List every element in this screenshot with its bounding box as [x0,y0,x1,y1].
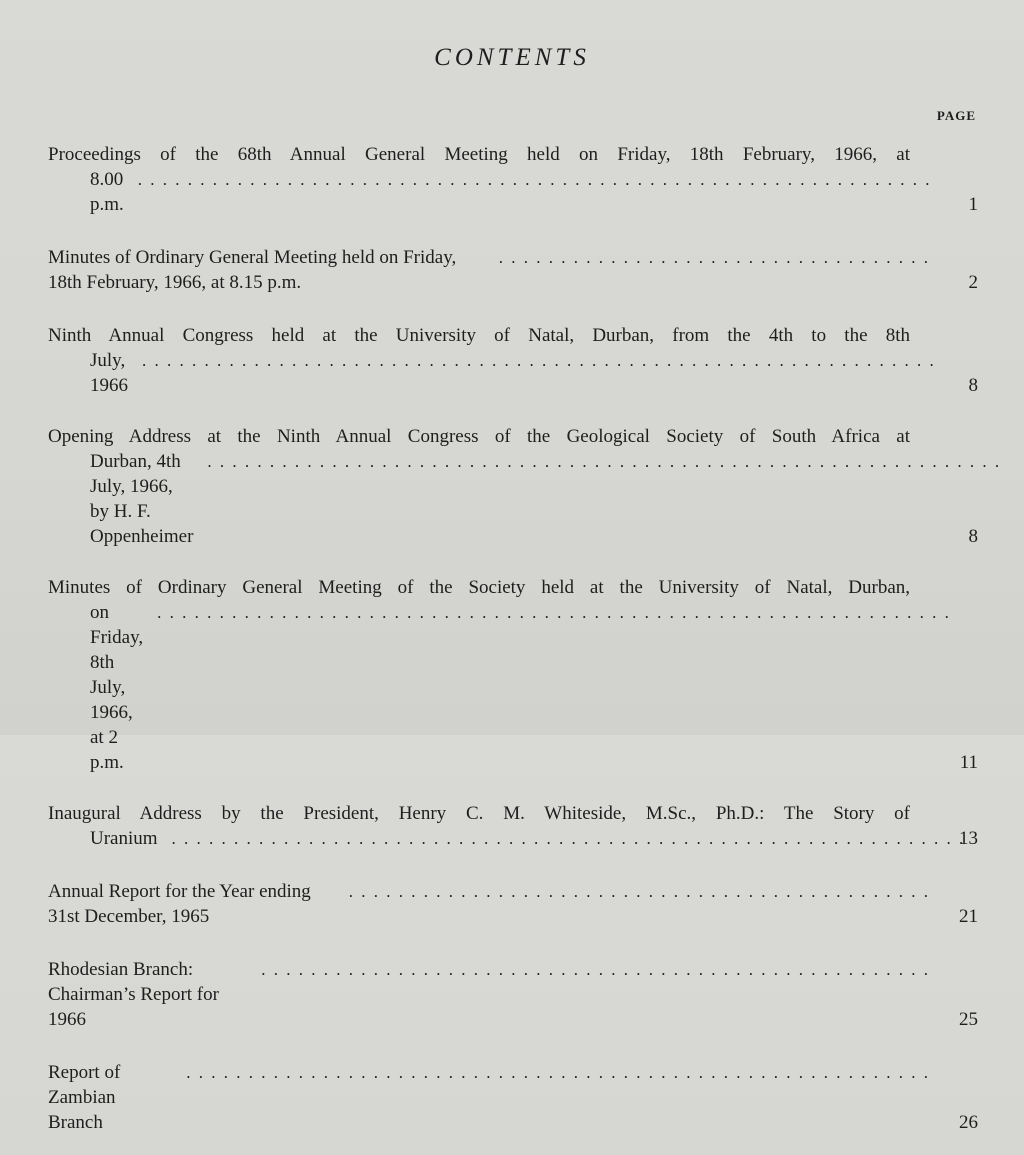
entry-title-line1: Proceedings of the 68th Annual General Meeting held on Friday, 18th February, 1966, at [48,144,910,165]
entry-page-number: 25 [959,1009,978,1030]
entry-title-line1: Opening Address at the Ninth Annual Congress of the Geological Society of South Africa at [48,426,910,447]
contents-entry [48,957,978,1032]
page-column-label: PAGE [936,108,976,123]
leader-dots: . . . . . . . . . . . . . . . . . . . . . . . . . . . . . . . . . . . . . . . . . . . . . . . . . . . . . . . . . . . . . . . . [171,829,966,848]
entry-title-line2: on Friday, 8th July, 1966, at 2 p.m. [90,602,144,773]
contents-entry [48,801,978,851]
entry-title: Rhodesian Branch: Chairman’s Report for 1966 [48,959,219,1030]
entry-page-number: 1 [968,194,978,215]
contents-entry [48,575,978,775]
leader-dots: . . . . . . . . . . . . . . . . . . . . . . . . . . . . . . . . . . . [498,248,930,267]
leader-dots: . . . . . . . . . . . . . . . . . . . . . . . . . . . . . . . . . . . . . . . . . . . . . . . . . . . . . . . . . . . . . . . . [142,351,936,370]
contents-entry [48,323,978,398]
entry-title-line1: Inaugural Address by the President, Henry C. M. Whiteside, M.Sc., Ph.D.: The Story of [48,803,910,824]
entry-title: Minutes of Ordinary General Meeting held on Friday, 18th February, 1966, at 8.15 p.m. [48,247,457,293]
leader-dots: . . . . . . . . . . . . . . . . . . . . . . . . . . . . . . . . . . . . . . . . . . . . . . . . . . . . . . [261,960,930,979]
page-title: CONTENTS [434,44,590,71]
entry-title-line2: Uranium [90,828,158,849]
contents-entry [48,424,1002,549]
leader-dots: . . . . . . . . . . . . . . . . . . . . . . . . . . . . . . . . . . . . . . . . . . . . . . . . . . . . . . . . . . . . [186,1063,930,1082]
entry-title-line2: 8.00 p.m. [90,169,124,215]
entry-page-number: 26 [959,1112,978,1133]
entry-title: Report of Zambian Branch [48,1062,121,1133]
entry-title-line1: Ninth Annual Congress held at the University of Natal, Durban, from the 4th to the 8th [48,325,910,346]
entry-title-line2: July, 1966 [90,350,128,396]
entry-title-line2: Durban, 4th July, 1966, by H. F. Oppenheimer [90,451,194,547]
entry-page-number: 21 [959,906,978,927]
contents-list [48,142,1002,1155]
entry-page-number: 2 [968,272,978,293]
entry-page-number: 13 [959,828,978,849]
leader-dots: . . . . . . . . . . . . . . . . . . . . . . . . . . . . . . . . . . . . . . . . . . . . . . . . . . . . . . . . . . . . . . . . [137,170,932,189]
contents-entry [48,1060,978,1135]
contents-entry [48,879,978,929]
leader-dots: . . . . . . . . . . . . . . . . . . . . . . . . . . . . . . . . . . . . . . . . . . . . . . . [348,882,930,901]
entry-page-number: 8 [968,526,978,547]
entry-page-number: 8 [968,375,978,396]
contents-entry [48,142,978,217]
entry-title-line1: Minutes of Ordinary General Meeting of the Society held at the University of Natal, Durban, [48,577,910,598]
leader-dots: . . . . . . . . . . . . . . . . . . . . . . . . . . . . . . . . . . . . . . . . . . . . . . . . . . . . . . . . . . . . . . . . [157,603,951,622]
leader-dots: . . . . . . . . . . . . . . . . . . . . . . . . . . . . . . . . . . . . . . . . . . . . . . . . . . . . . . . . . . . . . . . . [207,452,1002,471]
entry-title: Annual Report for the Year ending 31st December, 1965 [48,881,311,927]
entry-page-number: 11 [959,752,978,773]
contents-entry [48,245,978,295]
